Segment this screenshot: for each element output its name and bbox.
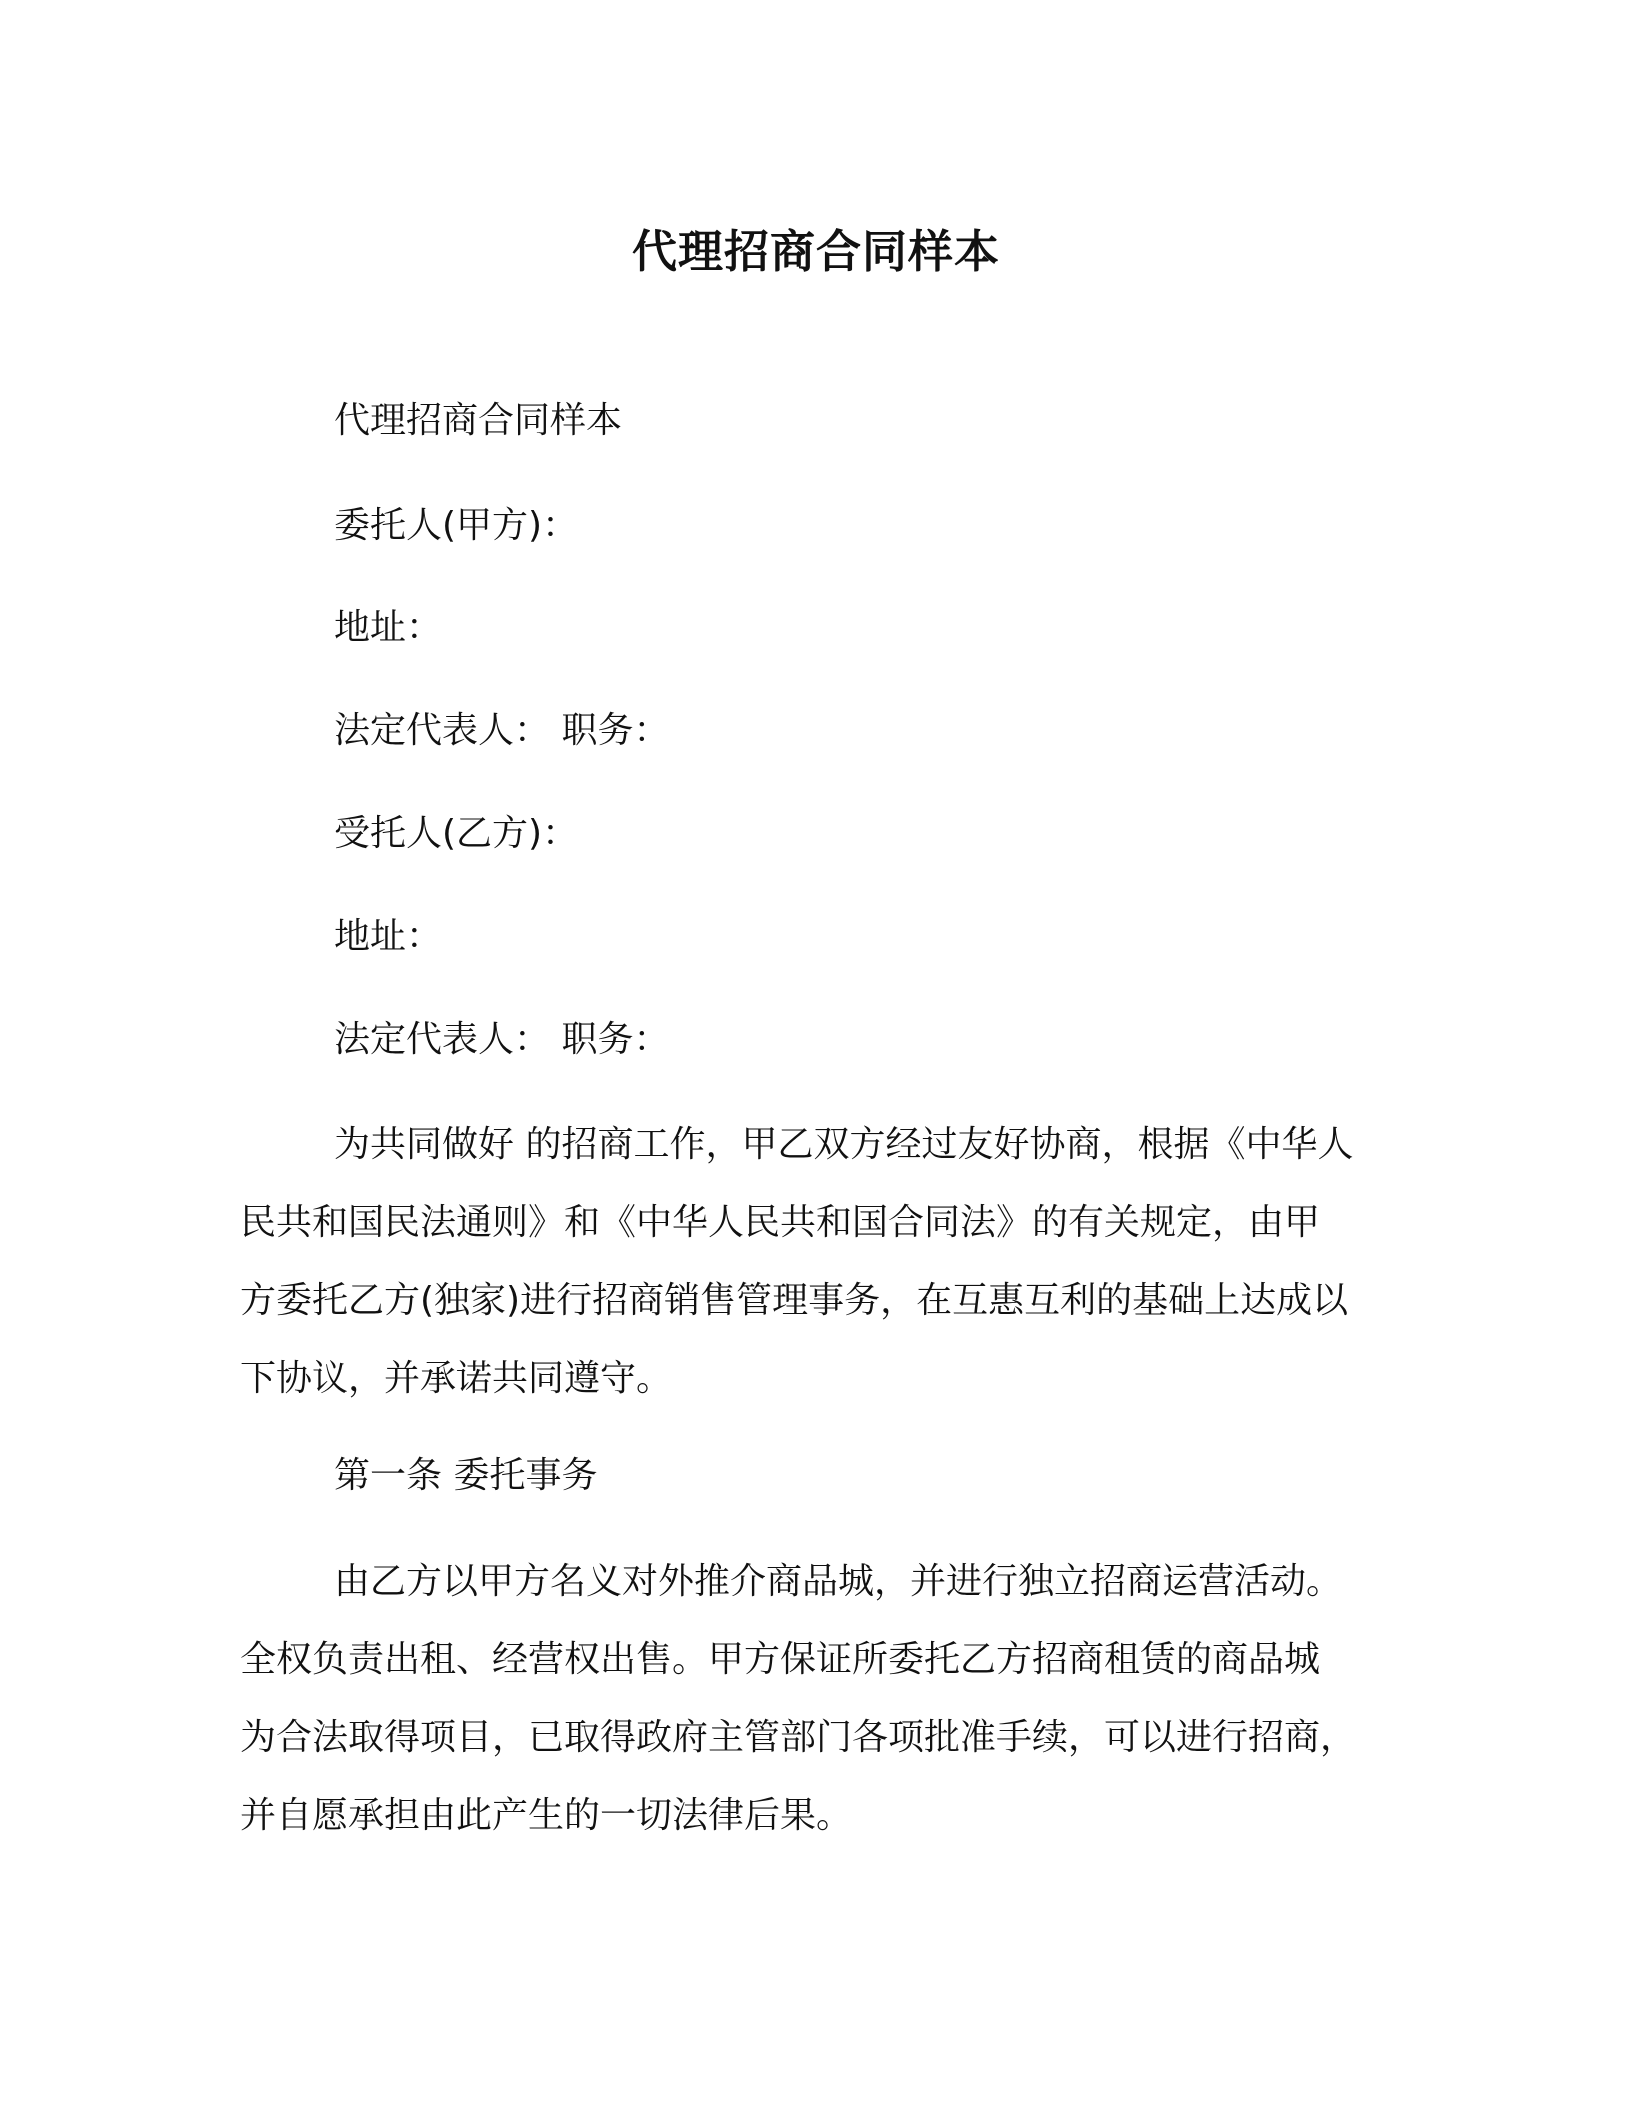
party-b-representative-label: 法定代表人： 职务： — [334, 1019, 670, 1060]
preamble-line: 方委托乙方(独家)进行招商销售管理事务，在互惠互利的基础上达成以 — [240, 1280, 1349, 1321]
party-b-label: 受托人(乙方)： — [334, 813, 579, 854]
preamble-line: 为共同做好 的招商工作，甲乙双方经过友好协商，根据《中华人 — [334, 1124, 1354, 1165]
article-1-line: 并自愿承担由此产生的一切法律后果。 — [240, 1795, 853, 1836]
document-title: 代理招商合同样本 — [631, 225, 1000, 278]
preamble-line: 下协议，并承诺共同遵守。 — [240, 1358, 673, 1399]
party-a-label: 委托人(甲方)： — [334, 505, 579, 546]
article-1-line: 由乙方以甲方名义对外推介商品城，并进行独立招商运营活动。 — [334, 1561, 1343, 1602]
preamble-paragraph — [240, 1106, 1400, 1418]
document-subtitle: 代理招商合同样本 — [334, 400, 623, 441]
article-1-line: 全权负责出租、经营权出售。甲方保证所委托乙方招商租赁的商品城 — [240, 1639, 1321, 1680]
party-a-representative-label: 法定代表人： 职务： — [334, 710, 670, 751]
party-b-address-label: 地址： — [334, 916, 443, 957]
article-1-line: 为合法取得项目，已取得政府主管部门各项批准手续，可以进行招商， — [240, 1717, 1357, 1758]
article-1-heading: 第一条 委托事务 — [334, 1455, 598, 1496]
article-1-paragraph — [240, 1543, 1400, 1855]
preamble-line: 民共和国民法通则》和《中华人民共和国合同法》的有关规定，由甲 — [240, 1202, 1321, 1243]
party-a-address-label: 地址： — [334, 607, 443, 648]
